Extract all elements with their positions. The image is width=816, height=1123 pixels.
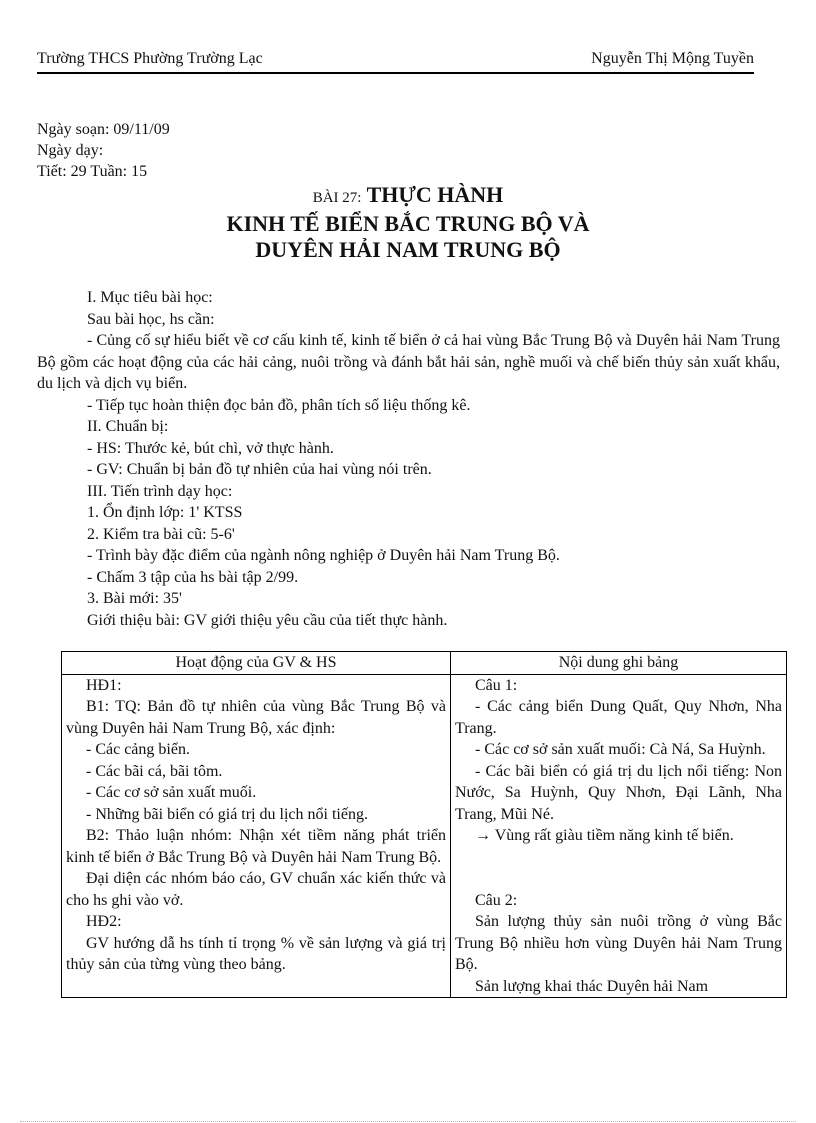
- objective-1: - Củng cố sự hiểu biết về cơ cấu kinh tế, kinh tế biển ở cả hai vùng Bắc Trung Bộ và Duyên hải Nam Trung Bộ gồm các hoạt động của các hải cảng, nuôi trồng và đánh bắt hải sản, nghề muối và chế biến thủy sản xuất khẩu, du lịch và dịch vụ biển.: [37, 332, 780, 392]
- title-line-2: KINH TẾ BIỂN BẮC TRUNG BỘ VÀ: [226, 211, 590, 236]
- item-2: - Các bãi cá, bãi tôm.: [86, 762, 223, 780]
- item-4: - Những bãi biển có giá trị du lịch nổi tiếng.: [86, 805, 368, 823]
- col2-header: Nội dung ghi bảng: [451, 652, 787, 675]
- date-prepared: Ngày soạn: 09/11/09: [37, 121, 170, 138]
- school-name: Trường THCS Phường Trường Lạc: [37, 50, 263, 67]
- check-1: - Trình bày đặc điểm của ngành nông nghiệp ở Duyên hải Nam Trung Bộ.: [87, 547, 560, 564]
- prep-heading: II. Chuẩn bị:: [87, 418, 169, 435]
- answer-2: - Các cơ sở sản xuất muối: Cà Ná, Sa Huỳnh.: [475, 741, 766, 758]
- q2: Câu 2:: [475, 891, 518, 909]
- step-3: 3. Bài mới: 35': [87, 590, 182, 607]
- page-header: [37, 50, 754, 74]
- title-line-3: DUYÊN HẢI NAM TRUNG BỘ: [255, 237, 561, 262]
- process-heading: III. Tiến trình dạy học:: [87, 482, 233, 500]
- prep-gv: - GV: Chuẩn bị bản đồ tự nhiên của hai vùng nói trên.: [87, 461, 432, 478]
- objective-2: - Tiếp tục hoàn thiện đọc bản đồ, phân tích số liệu thống kê.: [87, 396, 471, 414]
- bottom-dotted-line: [20, 1121, 796, 1122]
- b1: B1: TQ: Bản đồ tự nhiên của vùng Bắc Trung Bộ và vùng Duyên hải Nam Trung Bộ, xác định:: [66, 698, 446, 737]
- objectives-heading: I. Mục tiêu bài học:: [87, 289, 213, 306]
- step-1: 1. Ổn định lớp: 1' KTSS: [87, 504, 243, 521]
- q1: Câu 1:: [475, 676, 518, 694]
- hd2: HĐ2:: [86, 913, 122, 930]
- intro: Giới thiệu bài: GV giới thiệu yêu cầu của tiết thực hành.: [87, 611, 448, 629]
- check-2: - Chấm 3 tập của hs bài tập 2/99.: [87, 568, 299, 586]
- lesson-title: [0, 182, 816, 263]
- lesson-number: BÀI 27:: [312, 190, 362, 206]
- col1-header: Hoạt động của GV & HS: [62, 652, 451, 675]
- item-3: - Các cơ sở sản xuất muối.: [86, 784, 257, 801]
- period-week: Tiết: 29 Tuần: 15: [37, 163, 148, 180]
- prep-hs: - HS: Thước kẻ, bút chì, vở thực hành.: [87, 439, 334, 457]
- activity-table: [61, 651, 787, 998]
- title-line-1: THỰC HÀNH: [366, 182, 504, 207]
- answer-1: - Các cảng biển Dung Quất, Quy Nhơn, Nha Trang.: [455, 698, 782, 737]
- lesson-meta: [37, 119, 170, 182]
- date-taught: Ngày dạy:: [37, 142, 104, 159]
- hd1: HĐ1:: [86, 676, 122, 694]
- report: Đại diện các nhóm báo cáo, GV chuẩn xác kiến thức và cho hs ghi vào vở.: [66, 870, 446, 909]
- guide: GV hướng dẫ hs tính tỉ trọng % về sản lượng và giá trị thủy sản của từng vùng theo bảng.: [66, 934, 446, 973]
- teacher-name: Nguyễn Thị Mộng Tuyền: [591, 50, 754, 67]
- activities-cell: [62, 674, 451, 998]
- answer-5: Sản lượng thủy sản nuôi trồng ở vùng Bắc Trung Bộ nhiều hơn vùng Duyên hải Nam Trung Bộ.: [455, 913, 782, 973]
- item-1: - Các cảng biển.: [86, 741, 190, 758]
- b2: B2: Thảo luận nhóm: Nhận xét tiềm năng phát triển kinh tế biển ở Bắc Trung Bộ và Duyên hải Nam Trung Bộ.: [66, 827, 446, 866]
- lesson-body: [37, 287, 780, 631]
- answer-6: Sản lượng khai thác Duyên hải Nam: [475, 977, 709, 995]
- answer-4: → Vùng rất giàu tiềm năng kinh tế biển.: [475, 827, 734, 844]
- content-cell: [451, 674, 787, 998]
- step-2: 2. Kiểm tra bài cũ: 5-6': [87, 525, 235, 543]
- answer-3: - Các bãi biển có giá trị du lịch nổi tiếng: Non Nước, Sa Huỳnh, Quy Nhơn, Đại Lãnh, Nha Trang, Mũi Né.: [455, 762, 782, 823]
- after-lesson: Sau bài học, hs cần:: [87, 310, 215, 328]
